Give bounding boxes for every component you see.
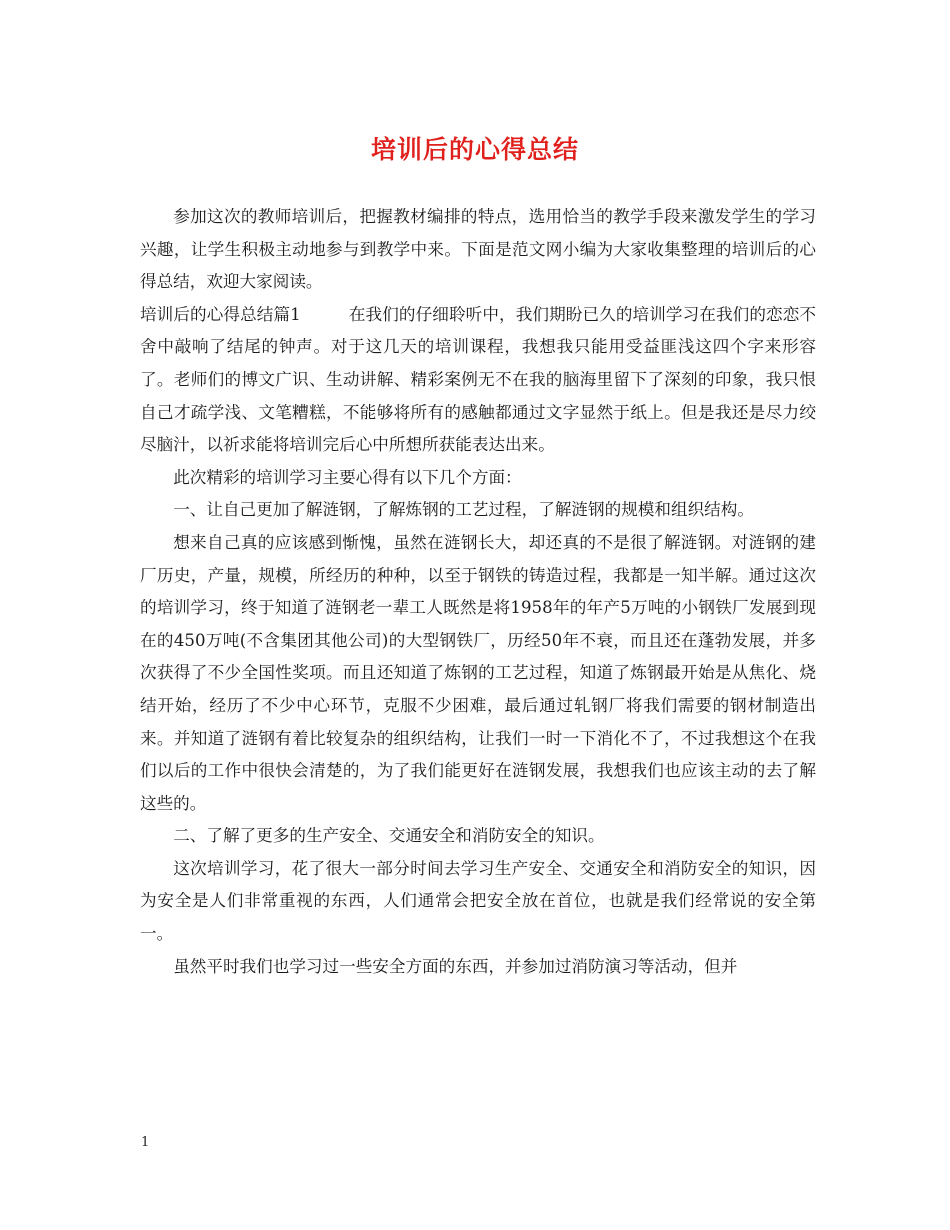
body-paragraph: 此次精彩的培训学习主要心得有以下几个方面：: [173, 467, 522, 487]
body-paragraph: 想来自己真的应该感到惭愧，虽然在涟钢长大，却还真的不是很了解涟钢。对涟钢的建厂历史，产量，规模，所经历的种种，以至于钢铁的铸造过程，我都是一知半解。通过这次的培训学习，终于知道了涟钢老一辈工人既然是将1958年的年产5万吨的小钢铁厂发展到现在的450万吨(不含集团其他公司)的大型钢铁厂，历经50年不衰，而且还在蓬勃发展，并多次获得了不少全国性奖项。而且还知道了炼钢的工艺过程，知道了炼钢最开始是从焦化、烧结开始，经历了不少中心环节，克服不少困难，最后通过轧钢厂将我们需要的钢材制造出来。并知道了涟钢有着比较复杂的组织结构，让我们一时一下消化不了，不过我想这个在我们以后的工作中很快会清楚的，为了我们能更好在涟钢发展，我想我们也应该主动的去了解这些的。: [140, 532, 816, 813]
section-first-paragraph: 在我们的仔细聆听中，我们期盼已久的培训学习在我们的恋恋不舍中敲响了结尾的钟声。对于这几天的培训课程，我想我只能用受益匪浅这四个字来形容了。老师们的博文广识、生动讲解、精彩案例无不在我的脑海里留下了深刻的印象，我只恨自己才疏学浅、文笔糟糕，不能够将所有的感触都通过文字显然于纸上。但是我还是尽力绞尽脑汁，以祈求能将培训完后心中所想所获能表达出来。: [140, 304, 816, 455]
body-paragraph: 一、让自己更加了解涟钢，了解炼钢的工艺过程，了解涟钢的规模和组织结构。: [173, 500, 754, 520]
section-heading: 培训后的心得总结篇1: [140, 304, 301, 324]
body-paragraph: 二、了解了更多的生产安全、交通安全和消防安全的知识。: [173, 826, 605, 846]
body-paragraph: 虽然平时我们也学习过一些安全方面的东西，并参加过消防演习等活动，但并: [173, 956, 738, 976]
section-paragraph: [140, 299, 816, 462]
intro-paragraph: 参加这次的教师培训后，把握教材编排的特点，选用恰当的教学手段来激发学生的学习兴趣，让学生积极主动地参与到教学中来。下面是范文网小编为大家收集整理的培训后的心得总结，欢迎大家阅读。: [140, 207, 816, 292]
document-title: 培训后的心得总结: [370, 135, 579, 164]
body-paragraph: 这次培训学习，花了很大一部分时间去学习生产安全、交通安全和消防安全的知识，因为安全是人们非常重视的东西，人们通常会把安全放在首位，也就是我们经常说的安全第一。: [140, 858, 816, 944]
document-body: [140, 201, 816, 983]
page-number: 1: [141, 1135, 150, 1150]
